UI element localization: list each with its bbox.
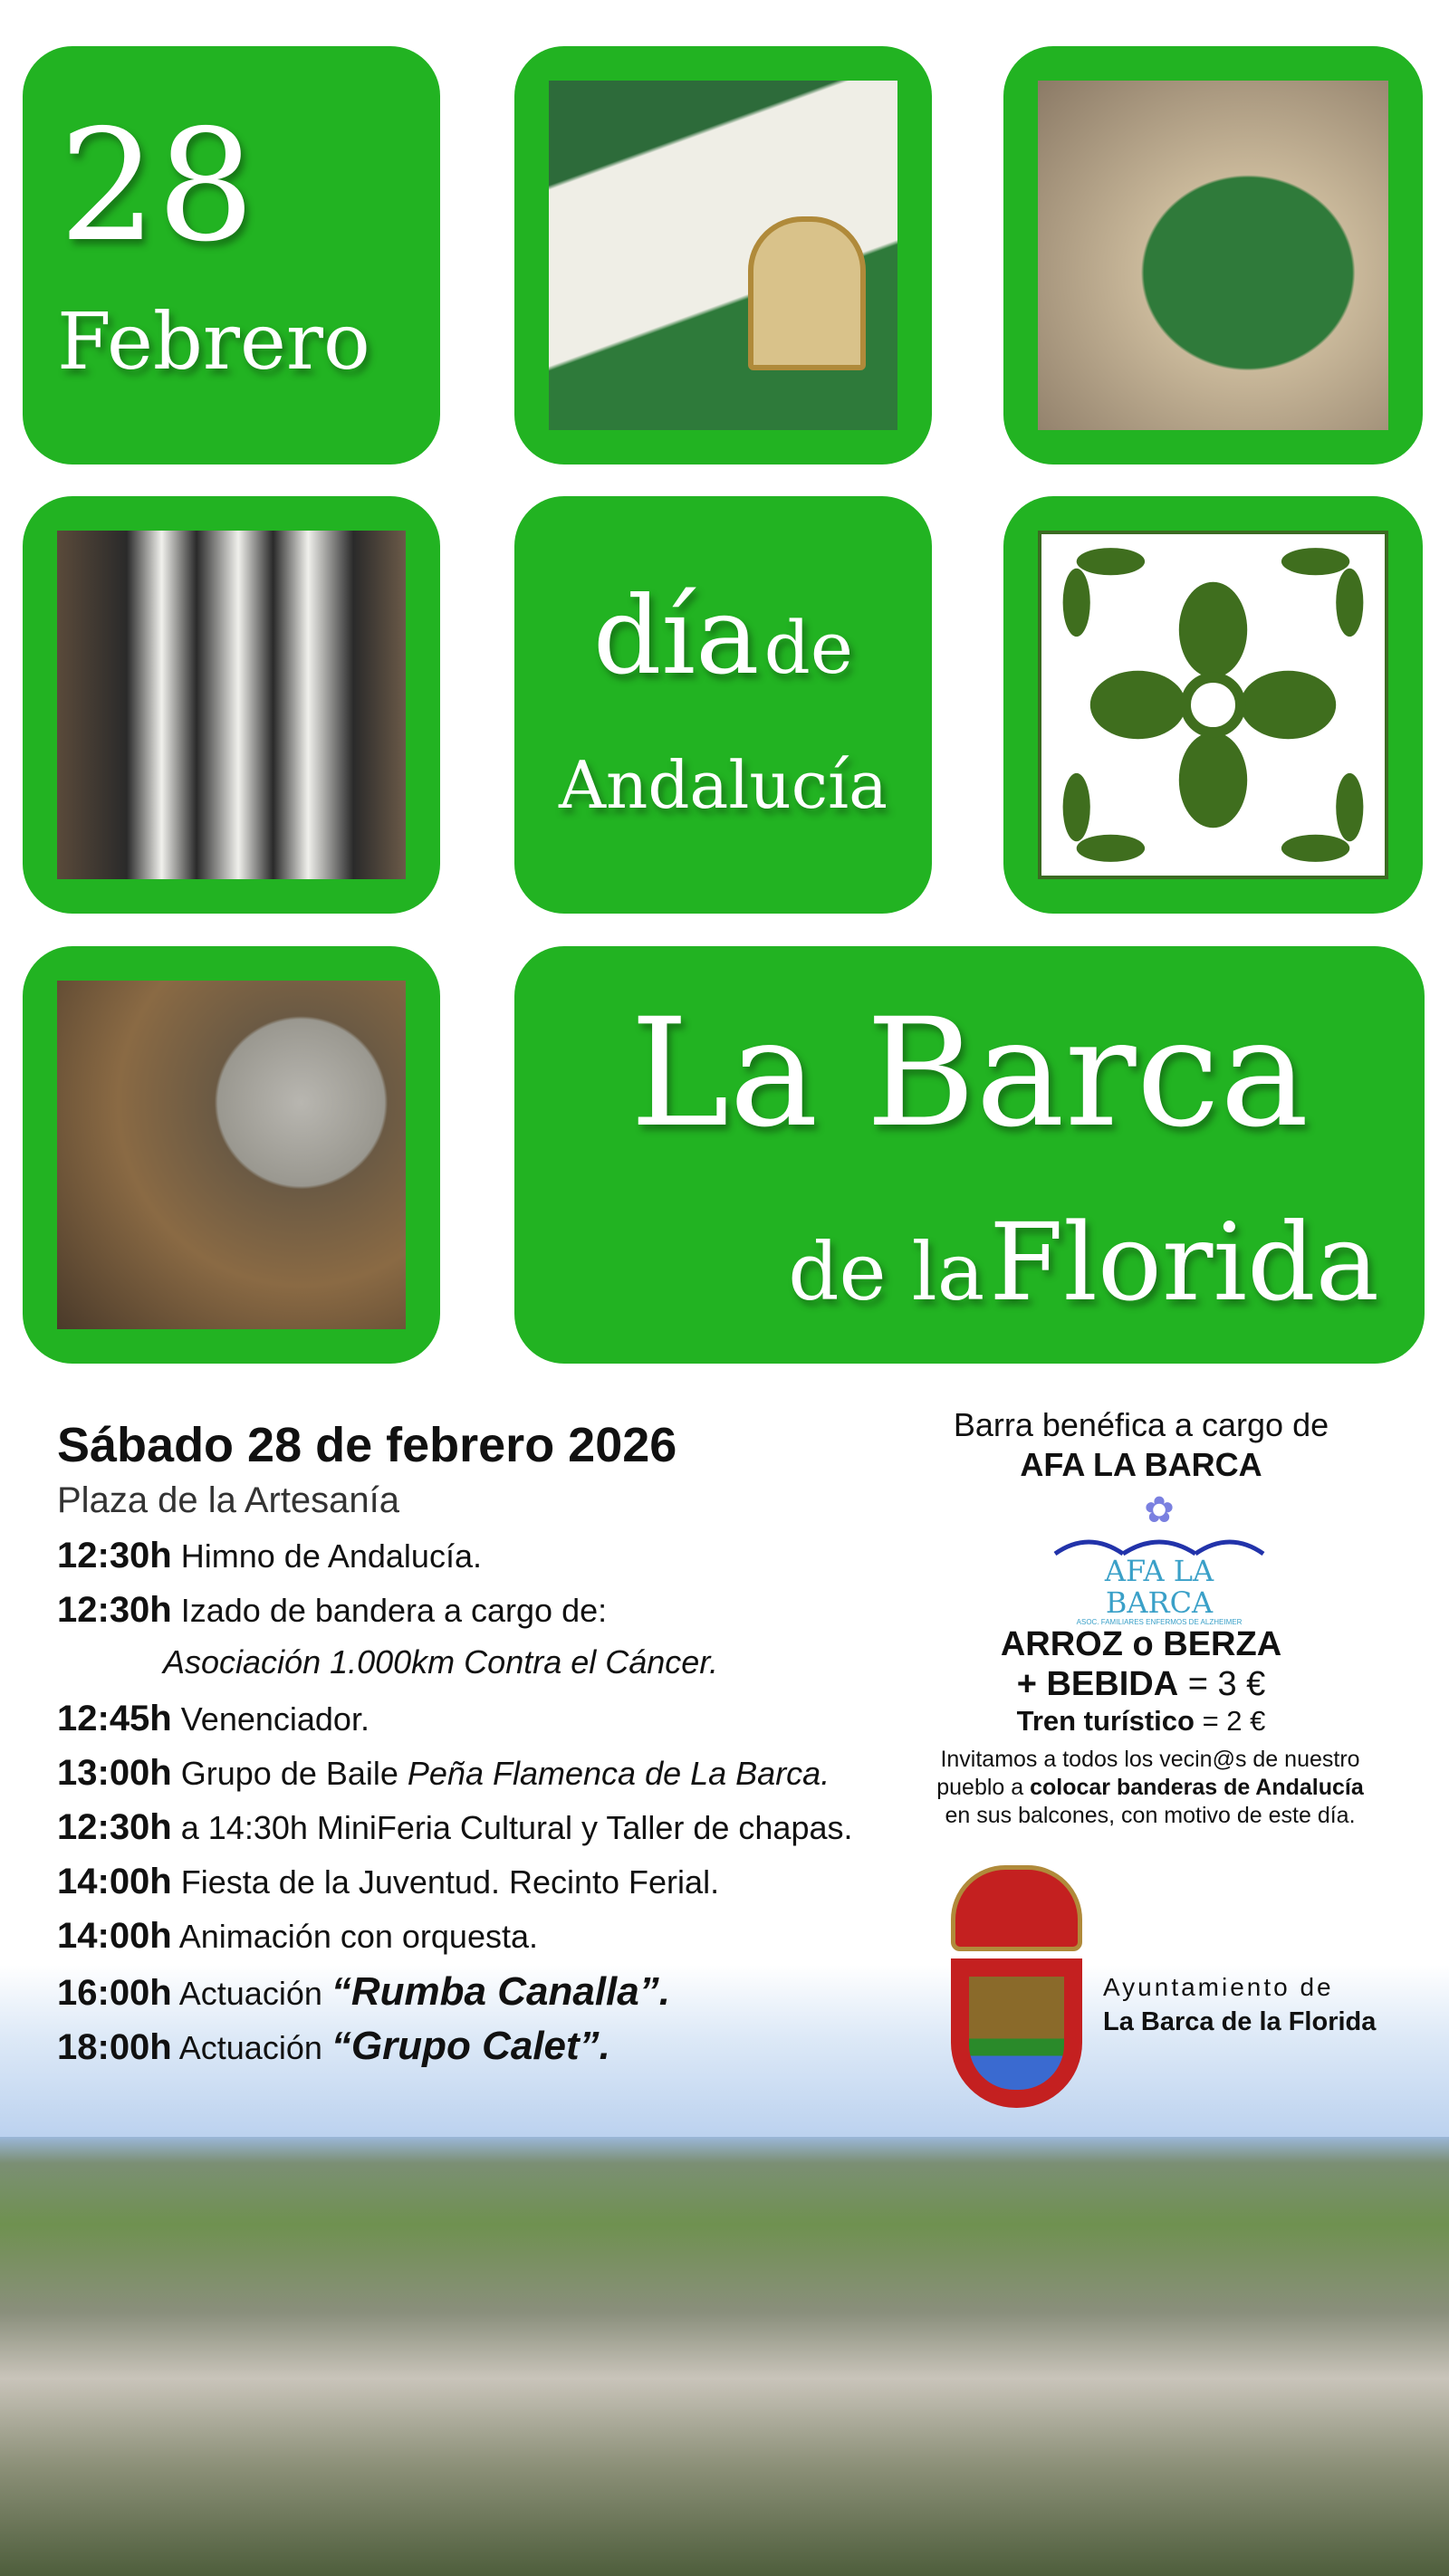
coat-of-arms-icon: [748, 216, 866, 370]
invite-line1: Invitamos a todos los vecin@s de nuestro: [940, 1747, 1360, 1772]
invite-text: [883, 1746, 1417, 1830]
schedule-emphasis: “Rumba Canalla”.: [331, 1969, 670, 2014]
andalusia-flag-photo: [549, 81, 897, 430]
schedule-text: Animación con orquesta.: [178, 1918, 538, 1955]
schedule-time: 14:00h: [57, 1916, 172, 1956]
schedule-item: [57, 1535, 482, 1576]
schedule-item: [57, 1752, 830, 1794]
town-line1: La Barca: [629, 986, 1310, 1160]
schedule-time: 12:45h: [57, 1699, 172, 1738]
schedule-text: Fiesta de la Juventud. Recinto Ferial.: [180, 1863, 720, 1901]
fan-photo-tile: [1003, 46, 1423, 464]
floral-pattern-icon: [1041, 534, 1385, 876]
afa-logo-subtext: ASOC. FAMILIARES ENFERMOS DE ALZHEIMER: [1076, 1618, 1243, 1627]
schedule-item: [163, 1643, 718, 1681]
schedule-text: Asociación 1.000km Contra el Cáncer.: [163, 1643, 718, 1681]
bridge-arches-icon: [1051, 1528, 1268, 1556]
schedule-emphasis: “Grupo Calet”.: [331, 2024, 610, 2068]
council-line2: La Barca de la Florida: [1103, 2007, 1377, 2036]
menu-line2-row: [888, 1666, 1395, 1704]
schedule-time: 12:30h: [57, 1807, 172, 1847]
tile-pattern-tile: [1003, 496, 1423, 914]
schedule-text: Actuación: [178, 2029, 331, 2066]
olives-pot-photo: [57, 981, 406, 1329]
council-coat-of-arms: [951, 1865, 1082, 2110]
schedule-time: 12:30h: [57, 1590, 172, 1630]
schedule-place: Plaza de la Artesanía: [57, 1480, 400, 1520]
date-day: 28: [59, 97, 255, 276]
schedule-text: Venenciador.: [180, 1700, 369, 1738]
town-title-tile: [514, 946, 1425, 1364]
schedule-time: 14:00h: [57, 1862, 172, 1901]
title-andalucia: Andalucía: [558, 747, 888, 823]
shield-inner: [969, 1977, 1064, 2090]
schedule-time: 13:00h: [57, 1753, 172, 1793]
bar-line1: Barra benéfica a cargo de: [953, 1406, 1329, 1443]
menu-line2: + BEBIDA: [1016, 1665, 1179, 1703]
afa-logo: [1051, 1490, 1268, 1627]
invite-line2: [883, 1774, 1417, 1802]
day-title-tile: [514, 496, 932, 914]
train-label: Tren turístico: [1016, 1705, 1195, 1737]
women-photo-tile: [23, 496, 440, 914]
train-row: [888, 1706, 1395, 1737]
flag-photo-tile: [514, 46, 932, 464]
schedule-text: Grupo de Baile: [180, 1755, 408, 1792]
schedule-time: 16:00h: [57, 1973, 172, 2013]
invite-bold: colocar banderas de Andalucía: [1030, 1775, 1364, 1800]
date-month: Febrero: [57, 297, 370, 388]
bar-line2: AFA LA BARCA: [1020, 1446, 1262, 1483]
schedule-item: [57, 1589, 607, 1631]
flower-icon: ✿: [1144, 1490, 1175, 1530]
title-line1: [533, 573, 914, 698]
schedule-item: [57, 1806, 853, 1848]
invite-line3: en sus balcones, con motivo de este día.: [945, 1803, 1356, 1828]
schedule-emphasis: Peña Flamenca de La Barca.: [407, 1755, 830, 1792]
council-line1: Ayuntamiento de: [1103, 1973, 1334, 2001]
date-tile: [23, 46, 440, 464]
town-florida: Florida: [989, 1200, 1379, 1325]
menu-line1: ARROZ o BERZA: [1000, 1625, 1282, 1663]
schedule-item: [57, 2024, 610, 2070]
schedule-time: 18:00h: [57, 2027, 172, 2067]
schedule-text: Actuación: [178, 1975, 331, 2012]
ceramic-tile-pattern: [1038, 531, 1388, 879]
crown-icon: [951, 1865, 1082, 1951]
schedule-text: Himno de Andalucía.: [180, 1537, 482, 1575]
shield-icon: [951, 1958, 1082, 2108]
train-price: = 2 €: [1202, 1705, 1266, 1737]
aerial-town-photo: [0, 2137, 1449, 2576]
schedule-item: [57, 1969, 670, 2016]
title-de: de: [763, 606, 854, 690]
schedule-text: a 14:30h MiniFeria Cultural y Taller de chapas.: [180, 1809, 853, 1846]
schedule-item: [57, 1698, 369, 1739]
schedule-text: Izado de bandera a cargo de:: [180, 1592, 608, 1629]
title-dia: día: [592, 573, 760, 698]
afa-logo-text: AFA LA BARCA: [1104, 1554, 1214, 1621]
schedule-time: 12:30h: [57, 1536, 172, 1575]
town-de-la: de la: [788, 1225, 985, 1318]
schedule-item: [57, 1861, 719, 1902]
schedule-item: [57, 1915, 538, 1957]
women-cooking-photo: [57, 531, 406, 879]
town-line2: [788, 1200, 1379, 1325]
menu-price: = 3 €: [1187, 1665, 1266, 1703]
fan-wine-photo: [1038, 81, 1388, 430]
olives-photo-tile: [23, 946, 440, 1364]
schedule-heading: Sábado 28 de febrero 2026: [57, 1418, 677, 1472]
invite-line2-text: pueblo a: [936, 1775, 1031, 1800]
